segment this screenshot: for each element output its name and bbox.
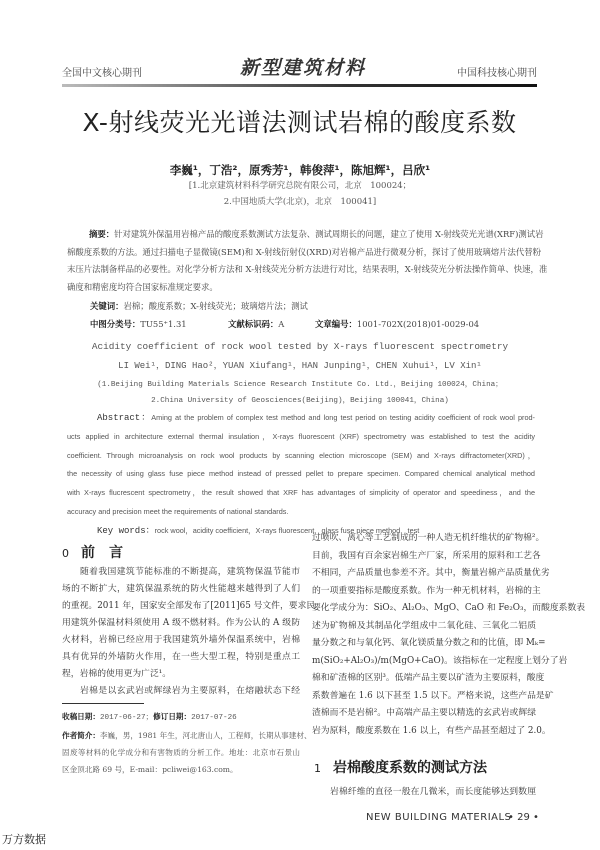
- article-no-label: 文章编号：: [315, 319, 357, 329]
- watermark: 万方数据: [2, 833, 46, 846]
- abstract-cn: [67, 226, 548, 296]
- abstract-en-line: the necessity of using glass fuse piece method instead of pressed pellet to prepare specimen. Compared chemical analytical method: [67, 469, 535, 479]
- paragraph-line: 述为矿物棉及其制品化学组成中二氧化硅、三氧化二铝质: [312, 620, 536, 631]
- paragraph-line: 的一项重要指标是酸度系数。作为一种无机材料，岩棉的主: [312, 585, 541, 596]
- article-no-value: 1001-702X(2018)01-0029-04: [356, 319, 480, 329]
- paragraph-line: m(SiO₂+Al₂O₃)/m(MgO+CaO)。该指标在一定程度上划分了岩: [312, 655, 568, 666]
- abstract-en: [67, 409, 535, 541]
- abstract-en-line: accuracy and precision meet the requirements of national standards.: [67, 506, 289, 516]
- received-date: 2017-06-27；: [99, 714, 154, 722]
- doc-code-label: 文献标识码：: [228, 319, 279, 329]
- received-label: 收稿日期：: [62, 712, 100, 721]
- affiliation-en-1: (1.Beijing Building Materials Science Research Institute Co. Ltd.，Beijing 100024，China；: [97, 381, 503, 389]
- affiliation-2: 2.中国地质大学(北京)，北京 100041]: [223, 197, 377, 207]
- authors-en: LI Wei¹，DING Hao²，YUAN Xiufang¹，HAN Junping¹，CHEN Xuhui¹，LV Xin¹: [118, 361, 482, 371]
- section-number: 0: [62, 547, 69, 560]
- clc-label: 中图分类号：: [90, 319, 141, 329]
- paragraph-line: 岩为原料，酸度系数在 1.6 以上，有些产品甚至超过了 2.0。: [312, 725, 551, 736]
- footnote: [62, 708, 312, 778]
- abstract-en-line: Aming at the problem of complex test method and long test period on testing acidity coefficient of rock wool prod-: [151, 413, 535, 422]
- paragraph-line: 具有优异的外墙防火作用，在一些大型工程，特别是重点工: [62, 652, 300, 662]
- left-column: [62, 564, 316, 700]
- abstract-en-label: Abstract：: [97, 413, 152, 423]
- section-title: 岩棉酸度系数的测试方法: [333, 760, 487, 776]
- abstract-line: 棉酸度系数的方法。通过扫描电子显微镜(SEM)和 X-射线衍射仪(XRD)对岩棉产品进行微观分析，探讨了使用玻璃熔片法代替粉: [67, 246, 542, 257]
- keywords-en-label: Key words：: [97, 525, 155, 536]
- paragraph-line: 量分数之和与氧化钙、氧化镁质量分数之和的比值，即 Mₖ=: [312, 638, 546, 648]
- paragraph-line: 目前，我国有百余家岩棉生产厂家，所采用的原料和工艺各: [312, 550, 541, 561]
- footnote-rule: [62, 703, 144, 704]
- doc-code-value: A: [278, 319, 285, 329]
- paragraph-line: 用建筑外保温材料须使用 A 级不燃材料。作为公认的 A 级防: [62, 618, 300, 628]
- authors: 李巍¹，丁浩²，原秀芳¹，韩俊萍¹，陈旭辉¹，吕欣¹: [169, 163, 431, 177]
- paper-title: X-射线荧光光谱法测试岩棉的酸度系数: [82, 108, 517, 137]
- paragraph-line: 火材料，岩棉已经应用于我国建筑外墙外保温系统中，岩棉: [62, 635, 300, 645]
- journal-logo: 新型建筑材料: [240, 57, 367, 79]
- keywords-cn: [90, 298, 535, 315]
- paragraph-line: 岩棉纤维的直径一般在几微米，而长度能够达到数厘: [330, 787, 536, 797]
- bio-line: 李巍，男，1981 年生，河北唐山人，工程师，长期从事建材、: [99, 731, 312, 740]
- affiliation-en-2: 2.China University of Geosciences(Beijing)，Beijing 100041，China): [151, 397, 449, 405]
- abstract-en-line: coefficient. Through microanalysis on rock wool products by scanning election microscope (SEM) and X-rays diffractometer(XRD)，: [67, 450, 535, 460]
- abstract-en-line: ucts applied in architecture external thermal insulation，X-rays fluorescent (XRF) spectrometry was established to test the acidity: [67, 431, 535, 441]
- section-1-heading: [314, 760, 487, 777]
- right-column-continued: [312, 784, 536, 802]
- keywords-en-value: rock wool，acidity coefficient，X-rays fluorescent，glass fuse piece method，test: [154, 525, 420, 535]
- paragraph-line: 棉和矿渣棉的区别³。低端产品主要以矿渣为主要原料，酸度: [312, 673, 545, 683]
- abstract-en-line: with X-rays flucrescent spectrometry，the result showed that XRF has advantages of simplicity of operator and speediness，and the: [67, 488, 535, 498]
- classification-row: [90, 316, 535, 333]
- paragraph-line: 过喷吹、离心等工艺制成的一种人造无机纤维状的矿物棉²。: [312, 533, 545, 543]
- paragraph-line: 程，岩棉的使用更为广泛¹。: [62, 669, 172, 679]
- revised-date: 2017-07-26: [191, 714, 237, 722]
- paragraph-line: 系数普遍在 1.6 以下甚至 1.5 以下。严格来说，这些产品是矿: [312, 690, 554, 701]
- paragraph-line: 随着我国建筑节能标准的不断提高，建筑物保温节能市: [80, 567, 300, 577]
- section-title: 前 言: [81, 545, 123, 561]
- right-column: [312, 530, 586, 740]
- bio-line: 固废等材料的化学成分和有害物质的分析工作。地址：北京市石景山: [62, 748, 300, 757]
- paragraph-line: 岩棉是以玄武岩或辉绿岩为主要原料，在熔融状态下经: [80, 686, 300, 696]
- footer-journal: NEW BUILDING MATERIALS: [366, 812, 512, 823]
- clc-value: TU55⁺1.31: [140, 319, 187, 329]
- abstract-line: 末压片法制备样品的必要性。对化学分析方法和 X-射线荧光分析方法进行对比，结果表明，X-射线荧光分析法操作简单、快速，准: [67, 264, 548, 274]
- section-0-heading: [62, 545, 123, 562]
- header-rule: [62, 84, 537, 87]
- paragraph-line: 要化学成分为：SiO₂、Al₂O₃、MgO、CaO 和 Fe₂O₃，而酸度系数表: [312, 603, 586, 613]
- abstract-label: 摘要：: [89, 229, 115, 239]
- keywords-value: 岩棉；酸度系数；X-射线荧光；玻璃熔片法；测试: [123, 301, 308, 311]
- bio-line: 区金顶北路 69 号，E-mail：pcliwei@163.com。: [62, 765, 238, 774]
- abstract-line: 针对建筑外保温用岩棉产品的酸度系数测试方法复杂、测试周期长的问题，建立了使用 X-射线荧光光谱(XRF)测试岩: [114, 229, 544, 239]
- affiliation-1: [1.北京建筑材料科学研究总院有限公司，北京 100024；: [188, 181, 412, 191]
- keywords-label: 关键词：: [90, 301, 124, 311]
- header-right: 中国科技核心期刊: [457, 68, 537, 79]
- page-number: • 29 •: [508, 812, 539, 823]
- header-left: 全国中文核心期刊: [62, 68, 142, 79]
- paragraph-line: 不相同，产品质量也参差不齐。其中，衡量岩棉产品质量优劣: [312, 568, 550, 578]
- bio-label: 作者简介：: [62, 731, 100, 740]
- paragraph-line: 场的不断扩大，建筑保温系统的防火性能越来越得到了人们: [62, 584, 300, 594]
- title-en: Acidity coefficient of rock wool tested by X-rays fluorescent spectrometry: [91, 341, 509, 352]
- abstract-line: 确度和精密度均符合国家标准规定要求。: [67, 281, 218, 292]
- section-number: 1: [314, 762, 321, 775]
- paragraph-line: 渣棉而不是岩棉²。中高端产品主要以精选的玄武岩或辉绿: [312, 708, 536, 718]
- paragraph-line: 的重视。2011 年，国家安全部发布了[2011]65 号文件，要求民: [62, 601, 316, 611]
- revised-label: 修订日期：: [153, 712, 192, 721]
